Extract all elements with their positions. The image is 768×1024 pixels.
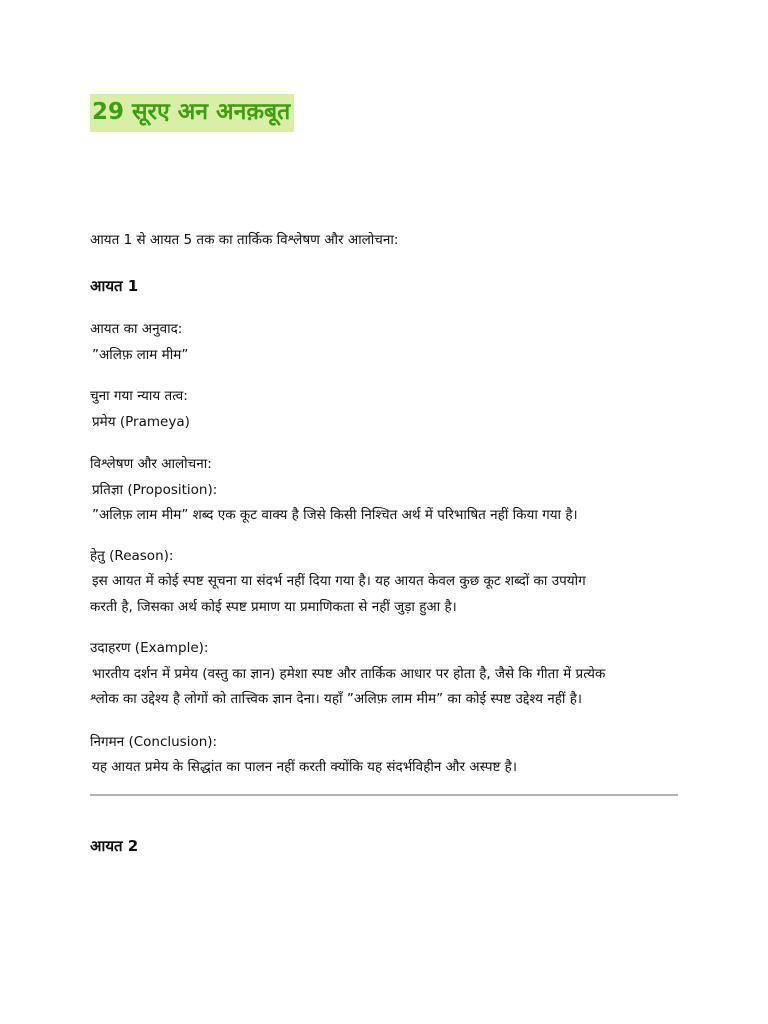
intro-text: आयत 1 से आयत 5 तक का तार्किक विश्लेषण और आलोचना:: [90, 232, 399, 248]
verse-2-heading: आयत 2: [90, 837, 139, 855]
example-text-line-1: भारतीय दर्शन में प्रमेय (वस्तु का ज्ञान) हमेशा स्पष्ट और तार्किक आधार पर होता है, जैसे कि गीता में प्रत्येक: [92, 666, 606, 682]
conclusion-text: यह आयत प्रमेय के सिद्धांत का पालन नहीं करती क्योंकि यह संदर्भविहीन और अस्पष्ट है।: [92, 759, 517, 775]
reason-text-line-1: इस आयत में कोई स्पष्ट सूचना या संदर्भ नहीं दिया गया है। यह आयत केवल कुछ कूट शब्दों का उपयोग: [92, 573, 586, 589]
conclusion-label: निगमन (Conclusion):: [90, 734, 218, 750]
proposition-label: प्रतिज्ञा (Proposition):: [92, 482, 218, 498]
example-label: उदाहरण (Example):: [90, 640, 209, 656]
analysis-label: विश्लेषण और आलोचना:: [90, 456, 212, 472]
nyaya-element-label: चुना गया न्याय तत्व:: [90, 388, 188, 404]
example-text-line-2: श्लोक का उद्देश्य है लोगों को तात्त्विक ज्ञान देना। यहाँ ”अलिफ़ लाम मीम” का कोई स्पष्ट उद्देश्य नहीं है।: [90, 691, 582, 707]
translation-label: आयत का अनुवाद:: [90, 321, 183, 337]
reason-text-line-2: करती है, जिसका अर्थ कोई स्पष्ट प्रमाण या प्रमाणिकता से नहीं जुड़ा हुआ है।: [90, 599, 457, 615]
title-highlight: [90, 94, 294, 132]
proposition-text: ”अलिफ़ लाम मीम” शब्द एक कूट वाक्य है जिसे किसी निश्चित अर्थ में परिभाषित नहीं किया गया है।: [92, 507, 578, 523]
nyaya-element-text: प्रमेय (Prameya): [92, 414, 190, 430]
verse-1-heading: आयत 1: [90, 277, 139, 295]
section-divider: [90, 794, 678, 796]
translation-text: ”अलिफ़ लाम मीम”: [92, 347, 189, 363]
reason-label: हेतु (Reason):: [90, 548, 174, 564]
page-title: 29 सूरए अन अनक़बूत: [92, 99, 291, 125]
